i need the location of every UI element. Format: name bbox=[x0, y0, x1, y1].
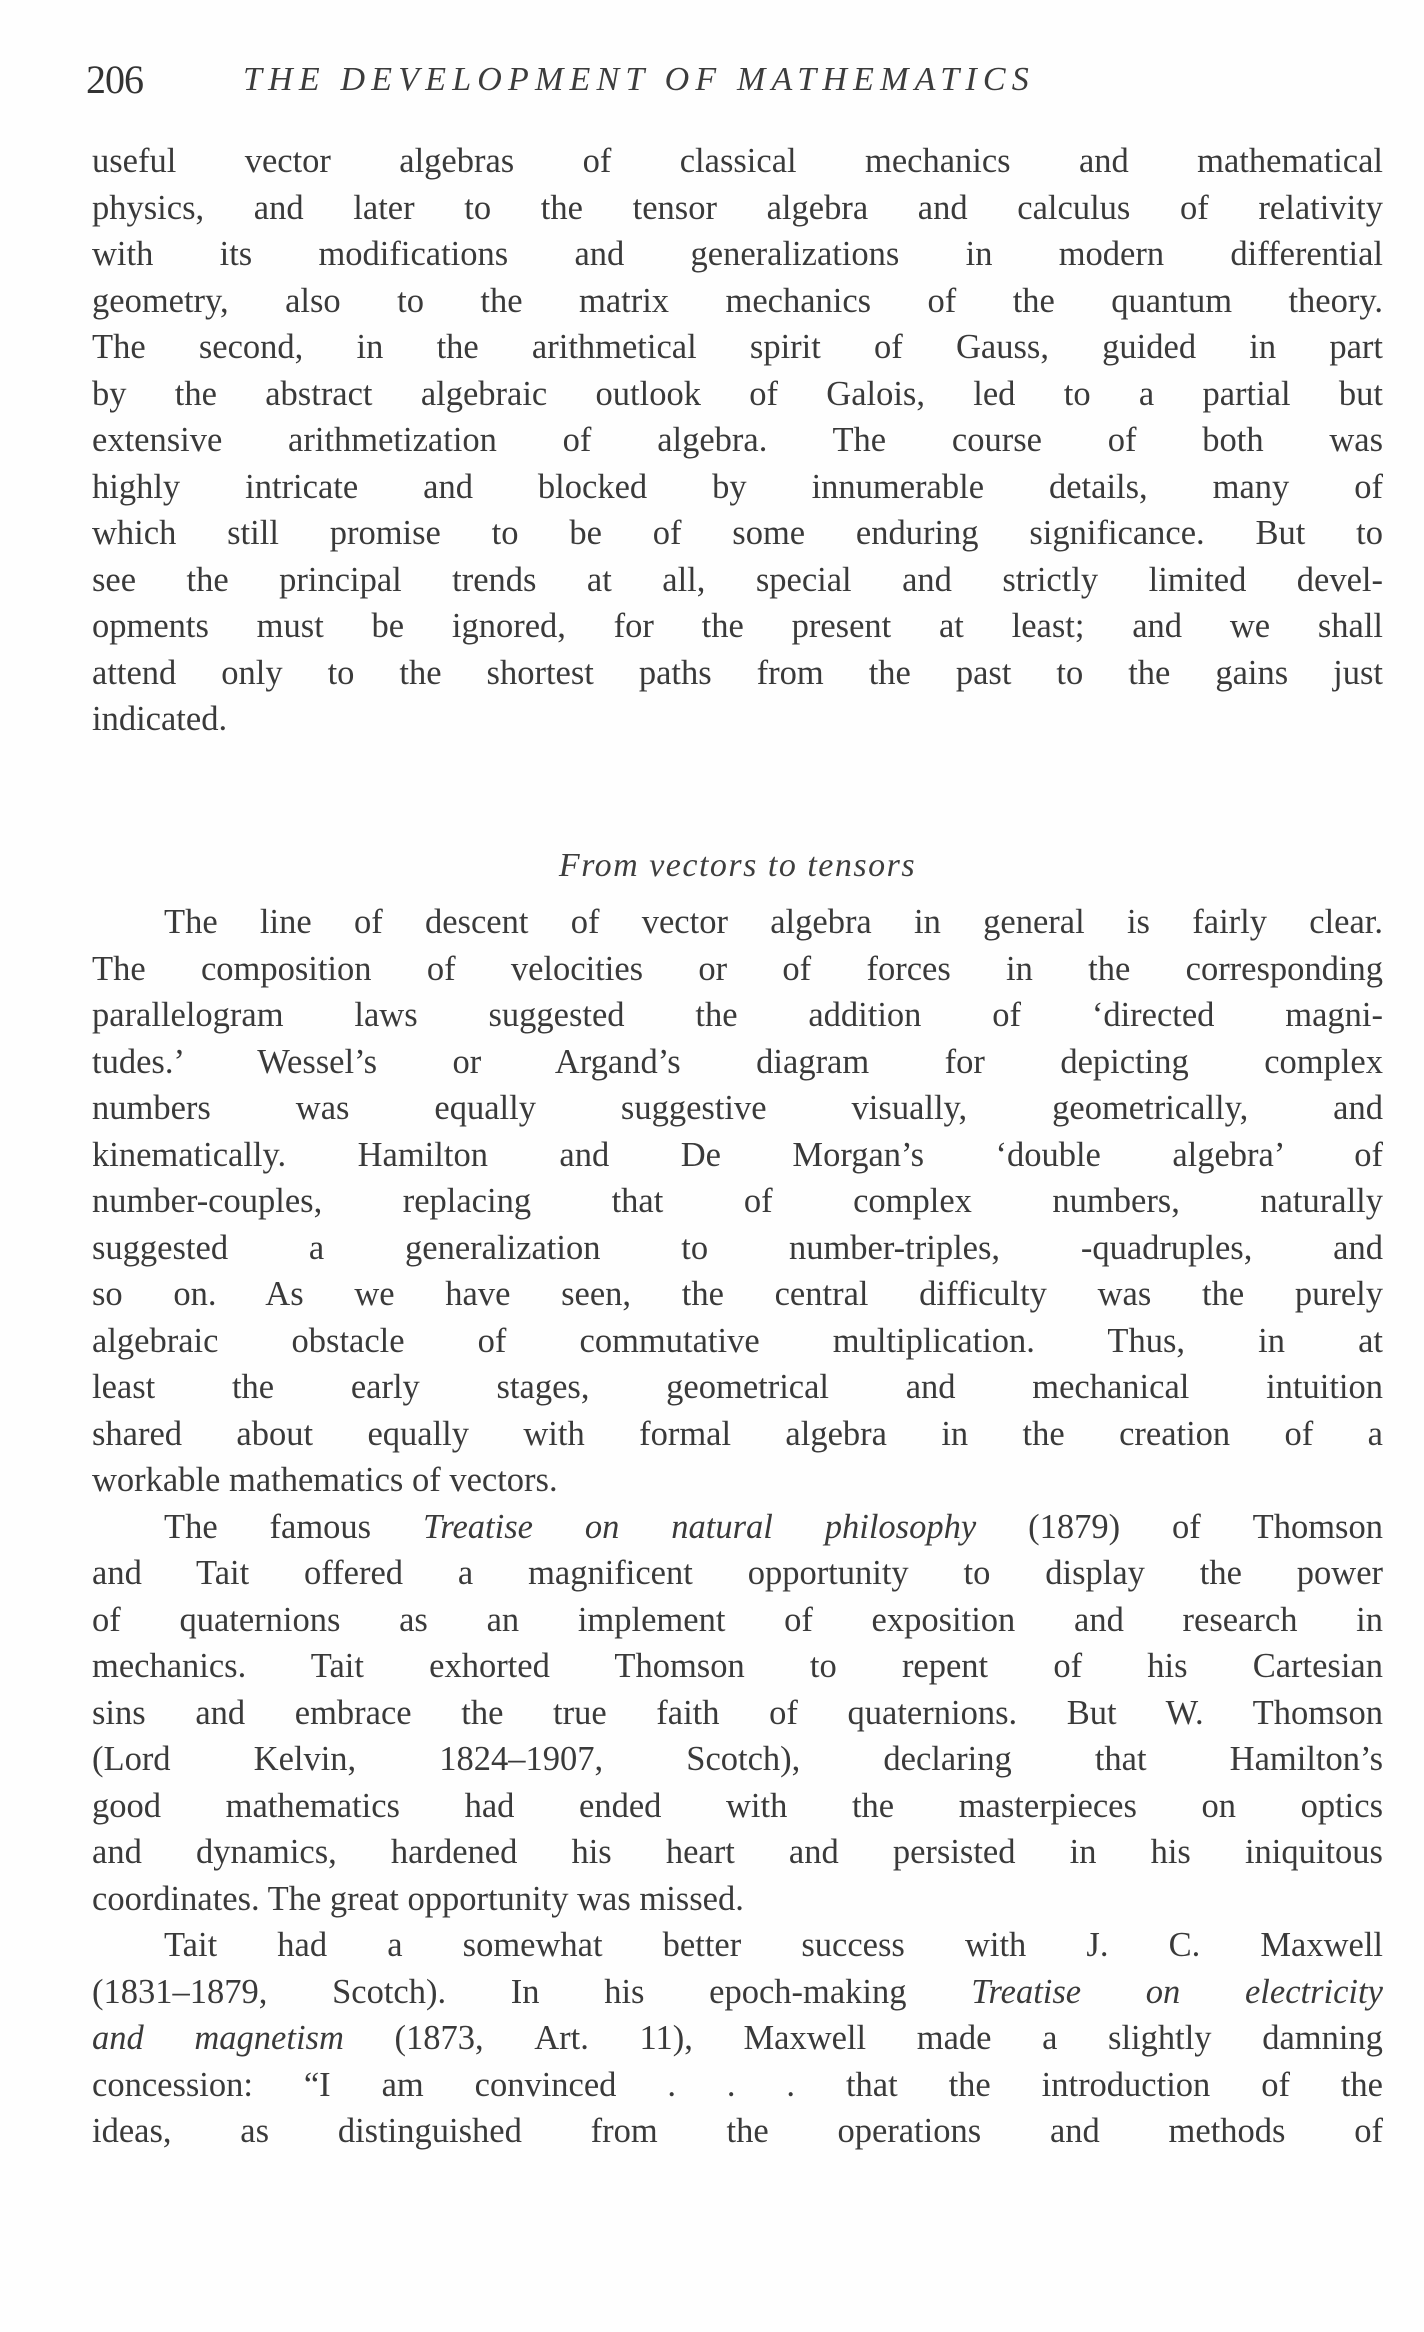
text-line: algebraic obstacle of commutative multiplication. Thus, in at bbox=[92, 1321, 1383, 1360]
text-line: sins and embrace the true faith of quaternions. But W. Thomson bbox=[92, 1693, 1383, 1732]
running-head bbox=[86, 52, 1386, 112]
word: Thomson bbox=[1252, 1507, 1383, 1546]
text-line: least the early stages, geometrical and mechanical intuition bbox=[92, 1368, 1383, 1406]
word: (1831–1879, bbox=[92, 1972, 268, 2011]
book-title-treatise-natural-philosophy: philosophy bbox=[824, 1507, 977, 1546]
text-line: physics, and later to the tensor algebra and calculus of relativity bbox=[92, 188, 1383, 227]
text-line: workable mathematics of vectors. bbox=[92, 1461, 558, 1499]
text-line bbox=[92, 1504, 1383, 1551]
intro-paragraph bbox=[92, 138, 1383, 743]
text-line: extensive arithmetization of algebra. The course of both was bbox=[92, 421, 1383, 459]
text-line: shared about equally with formal algebra in the creation of a bbox=[92, 1414, 1383, 1453]
text-line: number-couples, replacing that of complex numbers, naturally bbox=[92, 1182, 1383, 1220]
text-line bbox=[92, 2015, 1383, 2062]
text-line: highly intricate and blocked by innumerable details, many of bbox=[92, 467, 1383, 506]
word: damning bbox=[1262, 2019, 1383, 2057]
word: Scotch). bbox=[332, 1972, 447, 2011]
word: a bbox=[1042, 2019, 1058, 2057]
word: In bbox=[510, 1972, 540, 2011]
word: made bbox=[916, 2019, 992, 2057]
text-line: geometry, also to the matrix mechanics of the quantum theory. bbox=[92, 281, 1383, 320]
text-line: concession: “I am convinced . . . that the introduction of the bbox=[92, 2065, 1383, 2104]
text-line: opments must be ignored, for the present at least; and we shall bbox=[92, 607, 1383, 645]
text-line: coordinates. The great opportunity was missed. bbox=[92, 1879, 744, 1918]
book-title-magnetism: and bbox=[92, 2019, 144, 2057]
text-line: see the principal trends at all, special and strictly limited devel- bbox=[92, 560, 1383, 599]
text-line: The composition of velocities or of forces in the corresponding bbox=[92, 949, 1383, 988]
text-line: The line of descent of vector algebra in general is fairly clear. bbox=[164, 903, 1383, 941]
text-line: indicated. bbox=[92, 700, 228, 738]
text-line: numbers was equally suggestive visually, geometrically, and bbox=[92, 1089, 1383, 1127]
text-line: by the abstract algebraic outlook of Galois, led to a partial but bbox=[92, 374, 1383, 413]
text-line: mechanics. Tait exhorted Thomson to repent of his Cartesian bbox=[92, 1647, 1383, 1685]
book-title-treatise-natural-philosophy: on bbox=[584, 1507, 620, 1546]
paragraph-vector-descent bbox=[92, 899, 1383, 1504]
book-title-treatise-electricity: electricity bbox=[1244, 1972, 1383, 2011]
book-title-treatise-natural-philosophy: natural bbox=[671, 1507, 773, 1546]
text-line: (Lord Kelvin, 1824–1907, Scotch), declaring that Hamilton’s bbox=[92, 1740, 1383, 1778]
running-title: THE DEVELOPMENT OF MATHEMATICS bbox=[243, 61, 1036, 98]
text-line bbox=[92, 1969, 1383, 2016]
text-line: of quaternions as an implement of exposition and research in bbox=[92, 1600, 1383, 1639]
text-line: The second, in the arithmetical spirit of Gauss, guided in part bbox=[92, 328, 1383, 366]
book-title-treatise-electricity: Treatise bbox=[971, 1972, 1082, 2011]
text-line: useful vector algebras of classical mechanics and mathematical bbox=[92, 142, 1383, 180]
text-line: and dynamics, hardened his heart and persisted in his iniquitous bbox=[92, 1833, 1383, 1871]
word: The bbox=[164, 1507, 218, 1546]
book-title-magnetism: magnetism bbox=[194, 2019, 344, 2057]
section-body bbox=[92, 899, 1383, 2155]
word: Maxwell bbox=[743, 2019, 867, 2057]
paragraph-thomson-tait bbox=[92, 1504, 1383, 1923]
book-title-treatise-electricity: on bbox=[1145, 1972, 1181, 2011]
text-line: kinematically. Hamilton and De Morgan’s ‘double algebra’ of bbox=[92, 1135, 1383, 1174]
page-number: 206 bbox=[86, 57, 143, 102]
text-line: so on. As we have seen, the central difficulty was the purely bbox=[92, 1275, 1383, 1313]
text-line: which still promise to be of some enduring significance. But to bbox=[92, 514, 1383, 552]
word: his bbox=[604, 1972, 645, 2011]
text-line: parallelogram laws suggested the addition of ‘directed magni- bbox=[92, 996, 1383, 1034]
text-line: tudes.’ Wessel’s or Argand’s diagram for depicting complex bbox=[92, 1042, 1383, 1081]
word: famous bbox=[269, 1507, 372, 1546]
word: (1873, bbox=[394, 2019, 484, 2057]
word: epoch-making bbox=[709, 1972, 907, 2011]
text-line: suggested a generalization to number-triples, -quadruples, and bbox=[92, 1228, 1383, 1267]
word: (1879) bbox=[1028, 1507, 1121, 1546]
paragraph-tait-maxwell bbox=[92, 1922, 1383, 2155]
text-line: attend only to the shortest paths from the past to the gains just bbox=[92, 653, 1383, 692]
word: slightly bbox=[1108, 2019, 1212, 2057]
text-line: ideas, as distinguished from the operations and methods of bbox=[92, 2112, 1383, 2150]
word: of bbox=[1171, 1507, 1201, 1546]
word: 11), bbox=[639, 2019, 693, 2057]
text-line: with its modifications and generalizations in modern differential bbox=[92, 235, 1383, 273]
word: Art. bbox=[534, 2019, 589, 2057]
text-line: good mathematics had ended with the masterpieces on optics bbox=[92, 1786, 1383, 1825]
book-title-treatise-natural-philosophy: Treatise bbox=[423, 1507, 533, 1546]
text-line: Tait had a somewhat better success with J. C. Maxwell bbox=[164, 1926, 1383, 1964]
section-heading: From vectors to tensors bbox=[558, 847, 917, 884]
text-line: and Tait offered a magnificent opportunity to display the power bbox=[92, 1554, 1383, 1592]
